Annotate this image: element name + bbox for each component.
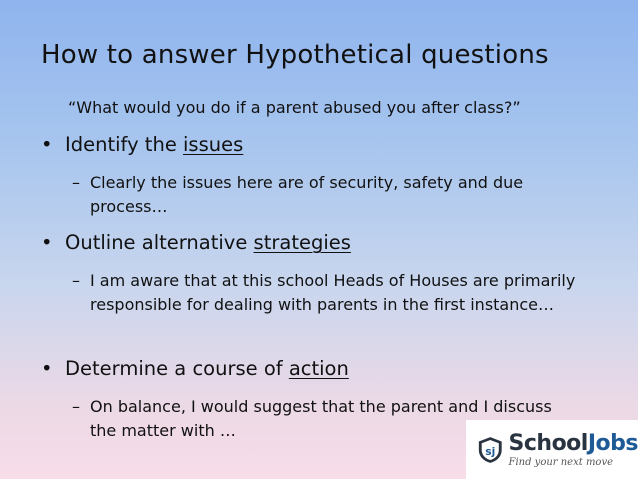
bullet-keyword: action — [288, 357, 349, 380]
schooljobs-logo — [466, 420, 638, 479]
sub-bullet-text: On balance, I would suggest that the parent and I discuss the matter with … — [90, 397, 552, 440]
dash-icon: – — [72, 397, 80, 416]
bullet-lead: Outline alternative — [65, 231, 254, 254]
bullet-course-of-action — [41, 357, 349, 380]
bullet-point-icon: • — [41, 133, 53, 156]
bullet-point-icon: • — [41, 357, 53, 380]
sub-bullet-text: I am aware that at this school Heads of Houses are primarily responsible for dealing with parents in the first instance… — [90, 271, 576, 314]
shield-icon — [476, 430, 505, 470]
slide-title: How to answer Hypothetical questions — [41, 40, 549, 70]
bullet-keyword: strategies — [253, 231, 351, 254]
hypothetical-question-quote: “What would you do if a parent abused you after class?” — [68, 98, 521, 117]
sub-bullet-text: Clearly the issues here are of security, safety and due process… — [90, 173, 524, 216]
sub-bullet-strategies — [72, 269, 585, 317]
dash-icon: – — [72, 271, 80, 290]
bullet-lead: Determine a course of — [65, 357, 289, 380]
dash-icon: – — [72, 173, 80, 192]
sub-bullet-issues — [72, 171, 585, 219]
bullet-lead: Identify the — [65, 133, 184, 156]
logo-tagline: Find your next move — [508, 456, 614, 468]
logo-name: SchoolJobs — [508, 430, 638, 456]
bullet-identify-issues — [41, 133, 243, 156]
bullet-keyword: issues — [183, 133, 244, 156]
svg-text:sj: sj — [485, 444, 496, 458]
bullet-point-icon: • — [41, 231, 53, 254]
bullet-outline-strategies — [41, 231, 351, 254]
